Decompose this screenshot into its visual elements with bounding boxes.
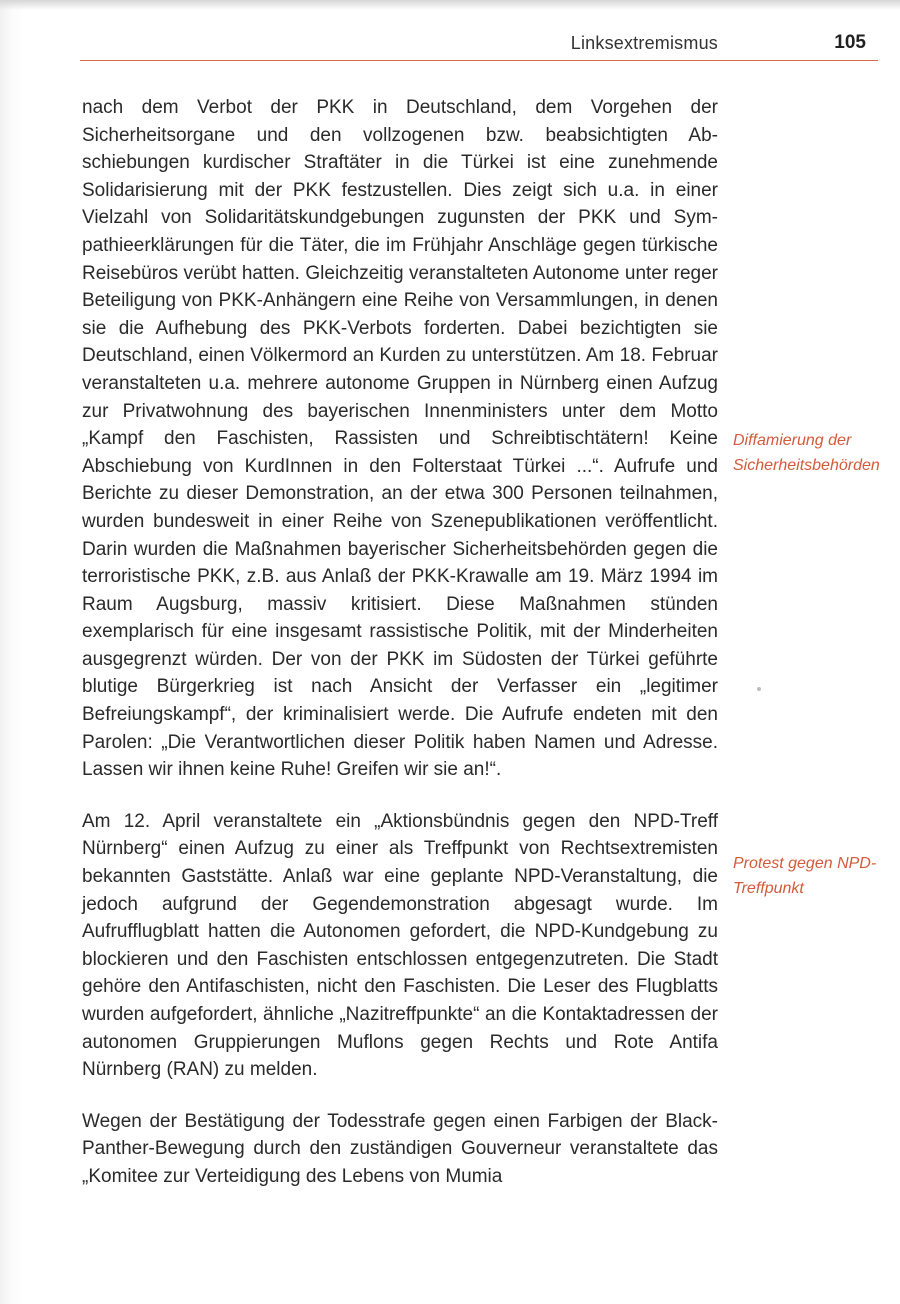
running-title: Linksextremismus xyxy=(570,33,718,53)
paragraph: Wegen der Bestätigung der Todesstrafe gegen einen Farbigen der Black-Panther-Bewegung durch den zuständigen Gouverneur veranstaltete das „Komitee zur Verteidigung des Lebens von Mumia xyxy=(82,1110,718,1187)
scan-edge-shadow xyxy=(0,0,900,10)
paragraph: nach dem Verbot der PKK in Deutschland, dem Vorgehen der Sicherheitsorgane und den vollzogenen bzw. beabsichtigten Abschiebungen kurdischer Straftäter in die Türkei ist eine zunehmende Solidarisierung mit der PKK festzustellen. Dies zeigt sich u.a. in einer Vielzahl von Solidaritätskundgebungen zugunsten der PKK und Sympathieerklärungen für die Täter, die im Frühjahr Anschläge gegen türkische Reisebüros verübt hatten. Gleichzeitig veranstalteten Autonome unter reger Beteiligung von PKK-Anhängern eine Reihe von Versammlungen, in denen sie die Aufhebung des PKK-Verbots forderten. Dabei bezichtigten sie Deutschland, einen Völkermord an Kurden zu unterstützen. Am 18. Februar veranstalteten u.a. mehrere autonome Gruppen in Nürnberg einen Aufzug zur Privatwohnung des bayerischen Innenministers unter dem Motto „Kampf den Faschisten, Rassisten und Schreibtischtätern! Keine Abschiebung von KurdInnen in den Folterstaat Türkei ...“. Aufrufe und Berichte zu dieser Demonstration, an der etwa 300 Personen teilnahmen, wurden bundesweit in einer Reihe von Szenepublikationen veröffentlicht. Darin wurden die Maßnahmen bayerischer Sicherheitsbehörden gegen die terroristische PKK, z.B. aus Anlaß der PKK-Krawalle am 19. März 1994 im Raum Augsburg, massiv kritisiert. Diese Maßnahmen stünden exemplarisch für eine insgesamt rassistische Politik, mit der Minderheiten ausgegrenzt würden. Der von der PKK im Südosten der Türkei geführte blutige Bürgerkrieg ist nach Ansicht der Verfasser ein „legitimer Befreiungskampf“, der kriminalisiert werde. Die Aufrufe endeten mit den Parolen: „Die Verantwortlichen dieser Politik haben Namen und Adresse. Lassen wir ihnen keine Ruhe! Greifen wir sie an!“. xyxy=(82,97,718,781)
page-number: 105 xyxy=(834,32,866,53)
paragraph: Am 12. April veranstaltete ein „Aktionsbündnis gegen den NPD-Treff Nürnberg“ einen Aufzug zu einer als Treffpunkt von Rechtsextremisten bekannten Gaststätte. Anlaß war eine geplante NPD-Veranstaltung, die jedoch aufgrund der Gegendemonstration abgesagt wurde. Im Aufrufflugblatt hatten die Autonomen gefordert, die NPD-Kundgebung zu blockieren und den Faschisten entschlossen entgegenzutreten. Die Stadt gehöre den Antifaschisten, nicht den Faschisten. Die Leser des Flugblatts wurden aufgefordert, ähnliche „Nazitreffpunkte“ an die Kontaktadressen der autonomen Gruppierungen Muflons gegen Rechts und Rote Antifa Nürnberg (RAN) zu melden. xyxy=(82,810,718,1081)
margin-note-protest: Protest gegen NPD-Treffpunkt xyxy=(733,855,877,897)
scan-speck xyxy=(757,687,761,691)
margin-note-diffamierung: Diffamierung der Sicherheitsbehörden xyxy=(733,432,880,474)
page-header xyxy=(80,30,878,61)
body-text xyxy=(82,94,718,1215)
